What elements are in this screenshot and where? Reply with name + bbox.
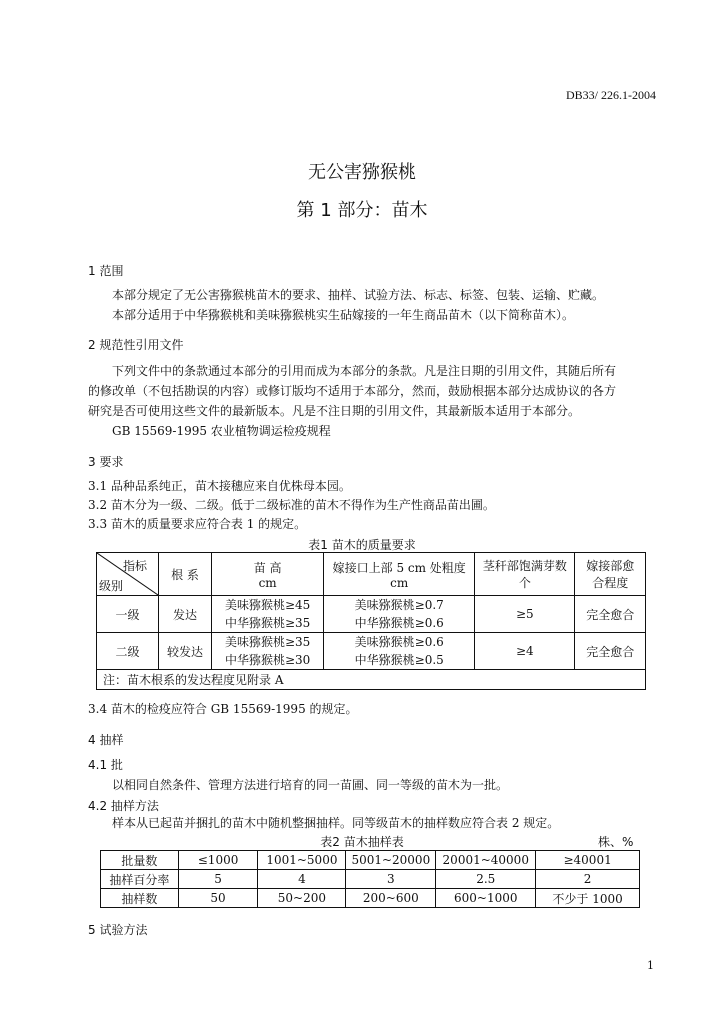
table-1-corner-cell [97, 553, 212, 596]
document-code: DB33/ 226.1-2004 [566, 88, 656, 102]
table-row [101, 851, 640, 870]
table-2-unit: 株、% [598, 835, 634, 849]
section-3-heading: 3 要求 [88, 455, 124, 469]
table-2-cell: 3 [346, 870, 436, 889]
table-2-cell: 抽样百分率 [101, 870, 179, 889]
table-2-caption: 表2 苗木抽样表 [320, 835, 404, 849]
table-1-r2-root: 较发达 [159, 633, 212, 670]
table-1-r1-healing: 完全愈合 [575, 596, 646, 633]
section-4-heading: 4 抽样 [88, 733, 124, 747]
table-1-r2-grade: 二级 [97, 633, 159, 670]
table-2-cell: 批量数 [101, 851, 179, 870]
section-2-heading: 2 规范性引用文件 [88, 338, 184, 352]
section-2-reference: GB 15569-1995 农业植物调运检疫规程 [112, 424, 331, 438]
section-1-para-2: 本部分适用于中华猕猴桃和美味猕猴桃实生砧嫁接的一年生商品苗木（以下简称苗木）。 [112, 308, 575, 322]
table-1-r1-grade: 一级 [97, 596, 159, 633]
table-2-cell: ≥40001 [536, 851, 640, 870]
section-3-item-4: 3.4 苗木的检疫应符合 GB 15569-1995 的规定。 [88, 702, 358, 716]
table-2 [100, 850, 640, 908]
table-row [101, 889, 640, 908]
table-2-cell: 20001~40000 [436, 851, 536, 870]
table-2-cell: 1001~5000 [258, 851, 346, 870]
table-2-cell: 不少于 1000 [536, 889, 640, 908]
table-2-cell: 5 [178, 870, 258, 889]
table-1-caption: 表1 苗木的质量要求 [308, 538, 416, 552]
table-1-header-thickness: 嫁接口上部 5 cm 处粗度 cm [324, 553, 475, 596]
table-2-cell: 抽样数 [101, 889, 179, 908]
table-row [97, 596, 646, 633]
section-1-para-1: 本部分规定了无公害猕猴桃苗木的要求、抽样、试验方法、标志、标签、包装、运输、贮藏。 [112, 288, 605, 302]
table-1-r1-root: 发达 [159, 596, 212, 633]
table-1-header-height: 苗 高 cm [212, 553, 324, 596]
table-row [101, 870, 640, 889]
section-4-1-heading: 4.1 批 [88, 758, 123, 772]
table-1-header-index: 指标 [123, 559, 148, 573]
section-2-para-line-1: 下列文件中的条款通过本部分的引用而成为本部分的条款。凡是注日期的引用文件，其随后所有 [112, 364, 617, 378]
section-4-2-text: 样本从已起苗并捆扎的苗木中随机整捆抽样。同等级苗木的抽样数应符合表 2 规定。 [112, 816, 560, 830]
table-1-r2-height: 美味猕猴桃≥35 中华猕猴桃≥30 [212, 633, 324, 670]
table-2-cell: ≤1000 [178, 851, 258, 870]
page-number: 1 [647, 959, 654, 972]
table-2-cell: 50 [178, 889, 258, 908]
table-1-r2-buds: ≥4 [475, 633, 575, 670]
table-1-header-root: 根 系 [158, 553, 211, 595]
table-1-header-grade: 级别 [99, 579, 124, 593]
table-1-r2-healing: 完全愈合 [575, 633, 646, 670]
section-1-heading: 1 范围 [88, 264, 124, 278]
table-1-r1-height: 美味猕猴桃≥45 中华猕猴桃≥35 [212, 596, 324, 633]
section-2-para-line-3: 研究是否可使用这些文件的最新版本。凡是不注日期的引用文件，其最新版本适用于本部分。 [88, 404, 581, 418]
table-1-r1-buds: ≥5 [475, 596, 575, 633]
table-1-r2-thickness: 美味猕猴桃≥0.6 中华猕猴桃≥0.5 [324, 633, 475, 670]
table-2-cell: 2.5 [436, 870, 536, 889]
section-3-item-2: 3.2 苗木分为一级、二级。低于二级标准的苗木不得作为生产性商品苗出圃。 [88, 498, 495, 512]
table-2-cell: 200~600 [346, 889, 436, 908]
section-4-2-heading: 4.2 抽样方法 [88, 799, 159, 813]
section-5-heading: 5 试验方法 [88, 923, 148, 937]
table-2-cell: 4 [258, 870, 346, 889]
section-3-item-1: 3.1 品种品系纯正，苗木接穗应来自优株母本园。 [88, 479, 351, 493]
table-1-note: 注：苗木根系的发达程度见附录 A [97, 670, 646, 690]
section-2-para-line-2: 的修改单（不包括勘误的内容）或修订版均不适用于本部分，然而，鼓励根据本部分达成协议的各方 [88, 384, 617, 398]
section-4-1-text: 以相同自然条件、管理方法进行培育的同一苗圃、同一等级的苗木为一批。 [112, 778, 509, 792]
table-1-header-buds: 茎秆部饱满芽数 个 [475, 553, 575, 596]
document-subtitle: 第 1 部分：苗木 [296, 200, 428, 221]
table-2-cell: 5001~20000 [346, 851, 436, 870]
table-row [97, 633, 646, 670]
table-2-cell: 50~200 [258, 889, 346, 908]
table-2-cell: 2 [536, 870, 640, 889]
table-1-r1-thickness: 美味猕猴桃≥0.7 中华猕猴桃≥0.6 [324, 596, 475, 633]
table-1-header-healing: 嫁接部愈 合程度 [575, 553, 646, 596]
section-3-item-3: 3.3 苗木的质量要求应符合表 1 的规定。 [88, 517, 307, 531]
table-1 [96, 552, 646, 690]
table-2-cell: 600~1000 [436, 889, 536, 908]
document-title: 无公害猕猴桃 [308, 162, 416, 183]
